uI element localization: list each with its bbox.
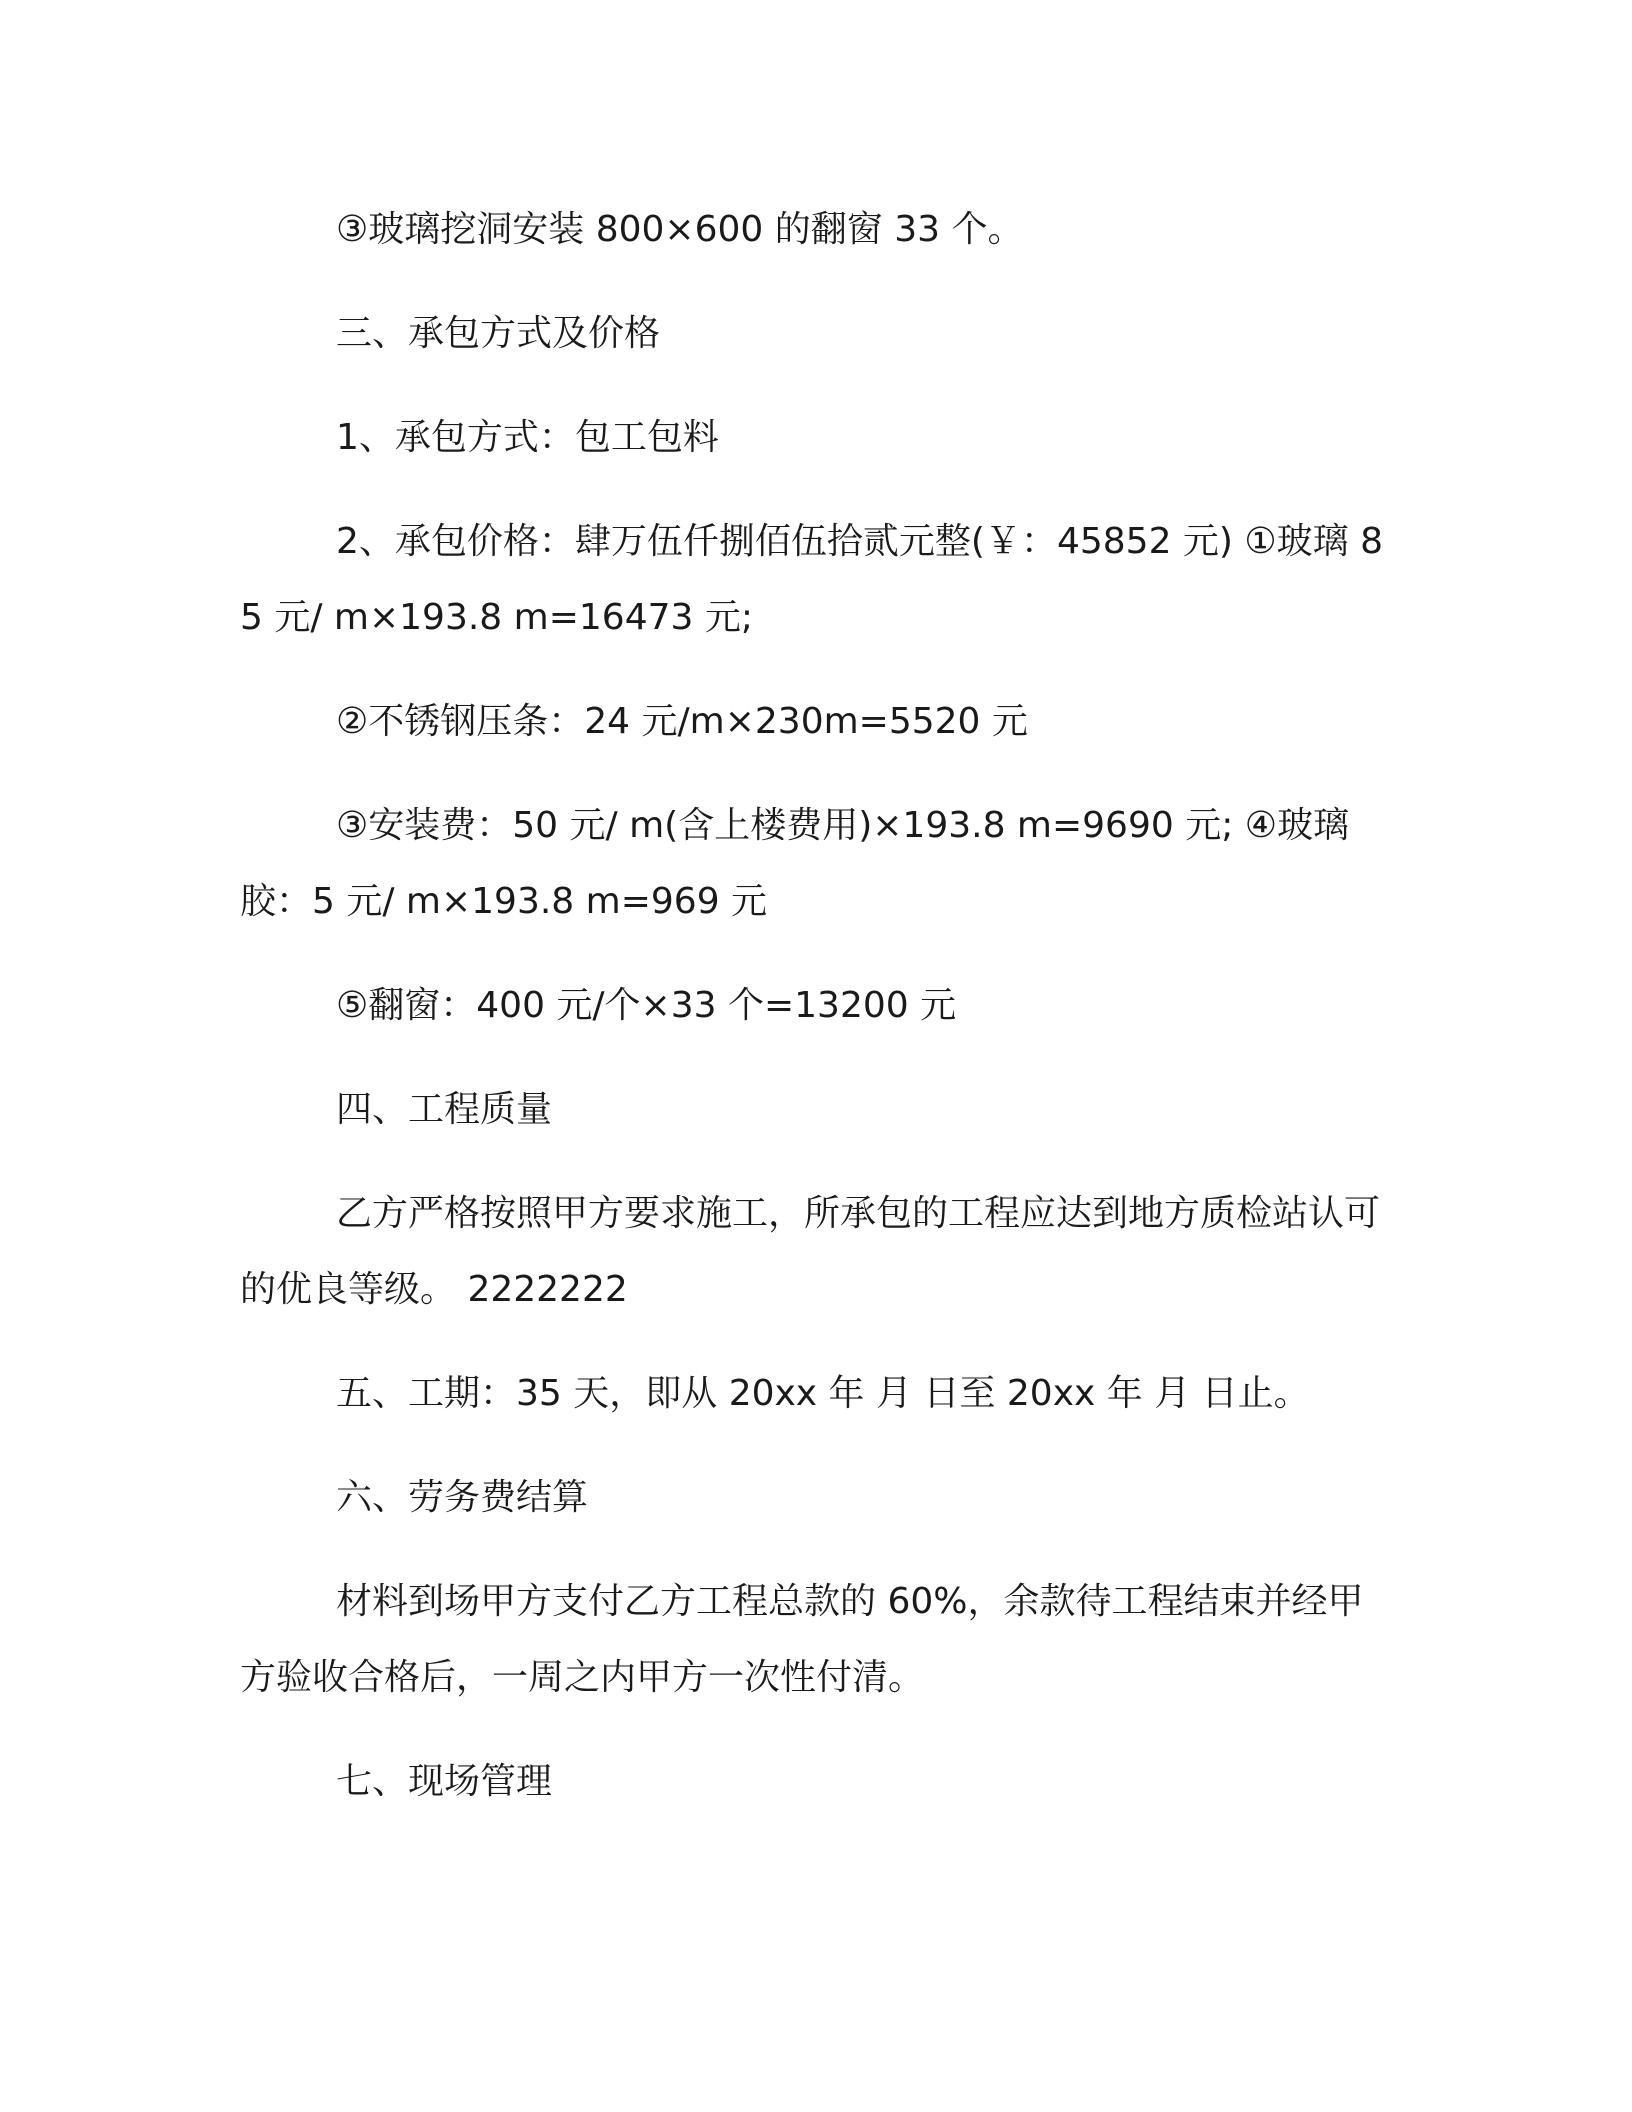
section-heading-site-management: 七、现场管理 (336, 1761, 553, 1802)
paragraph-quality: 乙方严格按照甲方要求施工，所承包的工程应达到地方质检站认可的优良等级。 2222222 (240, 1193, 1381, 1310)
paragraph-contract-method: 1、承包方式：包工包料 (336, 417, 719, 458)
paragraph-settlement: 材料到场甲方支付乙方工程总款的 60%，余款待工程结束并经甲方验收合格后，一周之内甲方一次性付清。 (240, 1581, 1364, 1698)
section-heading-schedule: 五、工期：35 天，即从 20xx 年 月 日至 20xx 年 月 日止。 (336, 1373, 1310, 1414)
document-body (240, 192, 1392, 1848)
section-heading-quality: 四、工程质量 (336, 1089, 553, 1130)
paragraph-contract-price: 2、承包价格：肆万伍仟捌佰伍拾贰元整(￥：45852 元) ①玻璃 85 元/ m×193.8 m=16473 元; (240, 521, 1384, 638)
section-heading-settlement: 六、劳务费结算 (336, 1477, 589, 1518)
section-heading-contract-method: 三、承包方式及价格 (336, 313, 661, 354)
paragraph-install-fee: ③安装费：50 元/ m(含上楼费用)×193.8 m=9690 元; ④玻璃胶：5 元/ m×193.8 m=969 元 (240, 805, 1350, 922)
paragraph-steel-strip: ②不锈钢压条：24 元/m×230m=5520 元 (336, 701, 1028, 742)
paragraph-window-install: ③玻璃挖洞安装 800×600 的翻窗 33 个。 (336, 209, 1024, 250)
paragraph-flip-window: ⑤翻窗：400 元/个×33 个=13200 元 (336, 985, 957, 1026)
